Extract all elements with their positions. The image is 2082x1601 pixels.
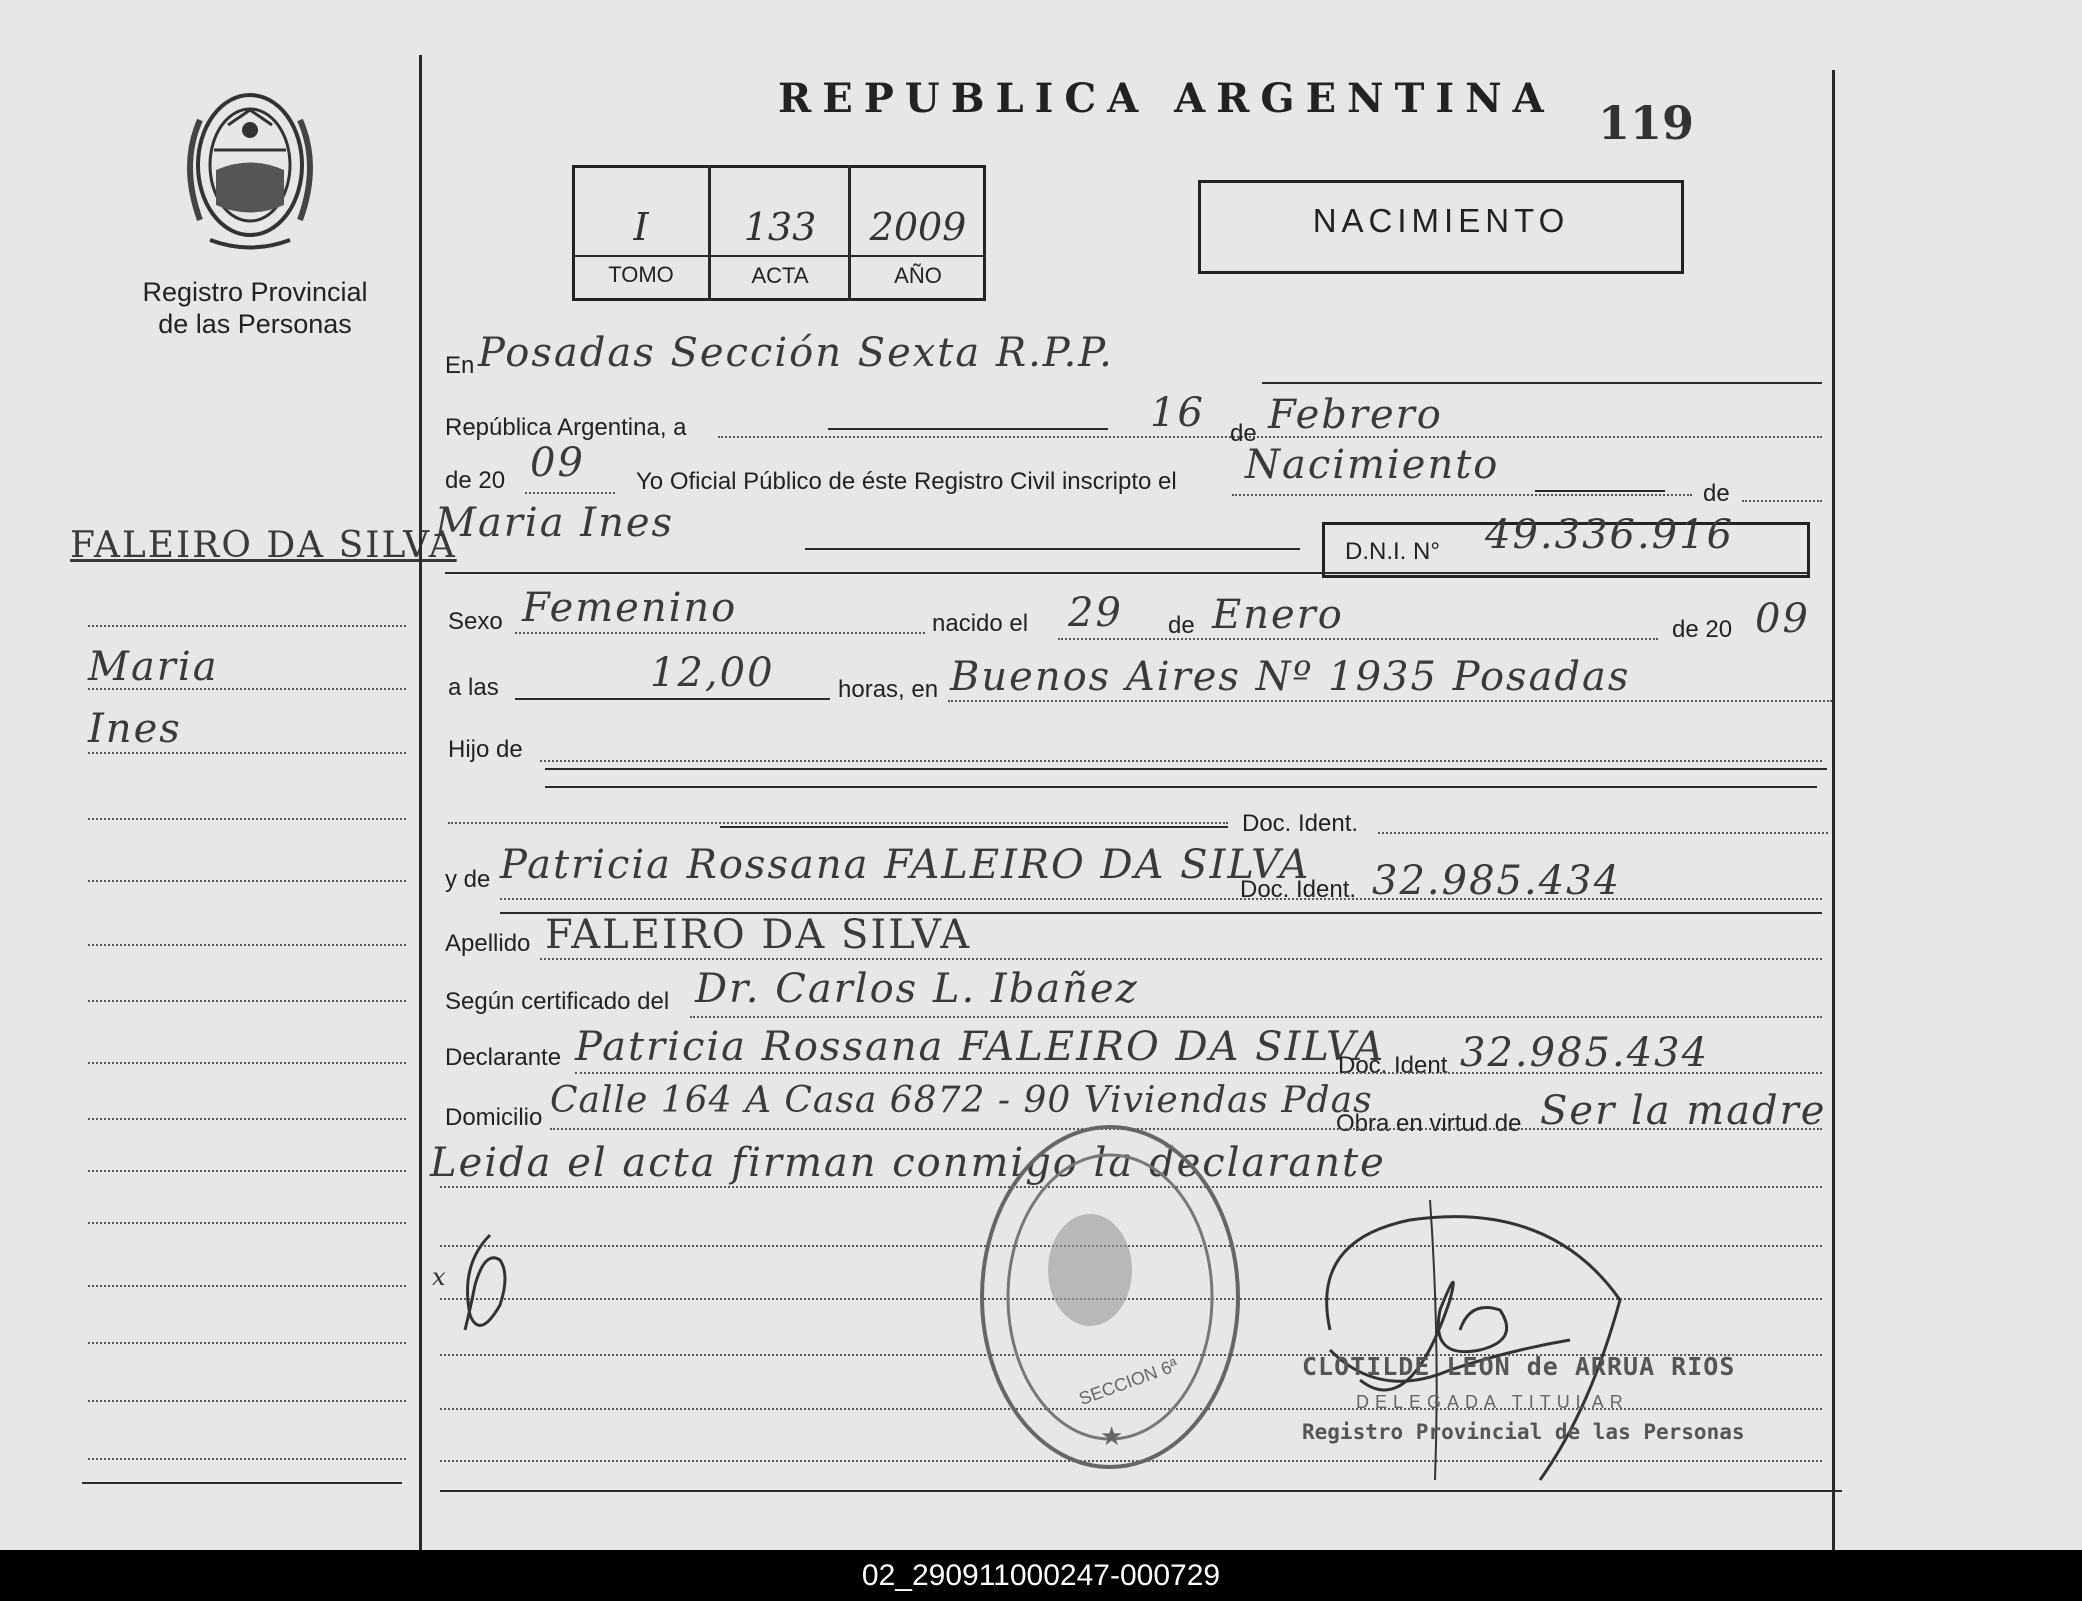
margin-line bbox=[88, 1118, 406, 1120]
day-value: 16 bbox=[1150, 390, 1205, 436]
field-line bbox=[545, 786, 1817, 788]
field-line bbox=[515, 632, 925, 634]
official-name: CLOTILDE LEON de ARRUA RIOS bbox=[1302, 1352, 1736, 1381]
margin-line bbox=[88, 1062, 406, 1064]
field-line bbox=[440, 1490, 1842, 1492]
field-line bbox=[515, 698, 830, 700]
margin-line bbox=[88, 1285, 406, 1287]
field-line bbox=[805, 548, 1300, 550]
registry-name-line1: Registro Provincial bbox=[142, 277, 368, 307]
margin-surname: FALEIRO DA SILVA bbox=[70, 525, 457, 566]
doc-ident-label: Doc. Ident bbox=[1338, 1052, 1448, 1079]
margin-line bbox=[88, 880, 406, 882]
official-title: DELEGADA TITULAR bbox=[1356, 1392, 1629, 1412]
provincial-seal bbox=[170, 80, 330, 255]
de-label: de bbox=[1230, 420, 1257, 447]
alas-label: a las bbox=[448, 674, 499, 701]
obra-label: Obra en virtud de bbox=[1336, 1110, 1522, 1137]
svg-text:★: ★ bbox=[1100, 1421, 1124, 1451]
hijo-label: Hijo de bbox=[448, 736, 523, 763]
margin-line bbox=[88, 752, 406, 754]
inscripto-value: Nacimiento bbox=[1245, 442, 1500, 488]
republica-label: República Argentina, a bbox=[445, 414, 687, 441]
sexo-value: Femenino bbox=[522, 585, 738, 631]
field-line bbox=[540, 958, 1822, 960]
anio-value: 2009 bbox=[869, 205, 967, 249]
field-line bbox=[690, 1016, 1822, 1018]
official-signature bbox=[1290, 1180, 1630, 1520]
acta-value: 133 bbox=[743, 205, 817, 249]
field-line bbox=[828, 428, 1108, 430]
margin-line bbox=[88, 1400, 406, 1402]
margin-second-name: Ines bbox=[88, 706, 182, 752]
page-number: 119 bbox=[1598, 96, 1695, 150]
place-value: Buenos Aires Nº 1935 Posadas bbox=[950, 654, 1631, 700]
dni-value: 49.336.916 bbox=[1485, 512, 1735, 558]
registry-name-line2: de las Personas bbox=[158, 309, 352, 339]
official-org: Registro Provincial de las Personas bbox=[1302, 1420, 1745, 1444]
field-line bbox=[525, 492, 615, 494]
field-line bbox=[1232, 494, 1692, 496]
declarante-value: Patricia Rossana FALEIRO DA SILVA bbox=[575, 1024, 1386, 1070]
leida-value: Leida el acta firman conmigo la declarante bbox=[430, 1140, 1386, 1186]
mother-value: Patricia Rossana FALEIRO DA SILVA bbox=[500, 842, 1311, 888]
country-title: REPUBLICA ARGENTINA bbox=[778, 75, 1555, 122]
margin-line bbox=[88, 1170, 406, 1172]
svg-text:x: x bbox=[432, 1263, 446, 1291]
hour-value: 12,00 bbox=[650, 650, 775, 696]
nacido-label: nacido el bbox=[932, 610, 1029, 637]
field-line bbox=[500, 898, 1822, 900]
footer-code: 02_290911000247-000729 bbox=[0, 1550, 2082, 1601]
domicilio-label: Domicilio bbox=[445, 1104, 543, 1131]
field-line bbox=[1378, 832, 1828, 834]
obra-value: Ser la madre bbox=[1540, 1088, 1827, 1134]
margin-line bbox=[88, 818, 406, 820]
year-value: 09 bbox=[530, 440, 585, 486]
de20-label: de 20 bbox=[1672, 616, 1733, 643]
field-line bbox=[448, 822, 1228, 824]
left-border bbox=[419, 55, 422, 1550]
dni-label: D.N.I. N° bbox=[1345, 538, 1440, 565]
year-prefix-label: de 20 bbox=[445, 467, 506, 494]
nacido-year: 09 bbox=[1755, 596, 1810, 642]
field-line bbox=[545, 768, 1827, 770]
tomo-value: I bbox=[633, 205, 649, 249]
segun-label: Según certificado del bbox=[445, 988, 670, 1015]
de-label: de bbox=[1703, 480, 1730, 507]
nacido-day: 29 bbox=[1068, 590, 1123, 636]
record-type-label: NACIMIENTO bbox=[1312, 202, 1570, 239]
field-line bbox=[575, 1072, 1822, 1074]
acta-label: ACTA bbox=[751, 263, 809, 288]
right-border bbox=[1832, 70, 1835, 1550]
doc-ident-label: Doc. Ident. bbox=[1242, 810, 1359, 837]
doc-ident-label: Doc. Ident. bbox=[1240, 876, 1357, 903]
margin-line bbox=[88, 1458, 406, 1460]
en-label: En bbox=[445, 352, 475, 379]
domicilio-value: Calle 164 A Casa 6872 - 90 Viviendas Pdas bbox=[550, 1080, 1373, 1121]
nacido-month: Enero bbox=[1212, 592, 1344, 638]
declarante-doc: 32.985.434 bbox=[1460, 1030, 1710, 1076]
apellido-value: FALEIRO DA SILVA bbox=[545, 912, 972, 958]
declarante-label: Declarante bbox=[445, 1044, 562, 1071]
stamp-section: SECCION 6ª bbox=[1076, 1354, 1181, 1410]
margin-line bbox=[82, 1482, 402, 1484]
margin-first-name: Maria bbox=[88, 644, 219, 690]
margin-line bbox=[88, 625, 406, 627]
de-label: de bbox=[1168, 612, 1195, 639]
field-line bbox=[1262, 382, 1822, 384]
official-stamp bbox=[975, 1120, 1245, 1475]
horas-label: horas, en bbox=[838, 676, 939, 703]
field-line bbox=[1535, 490, 1665, 492]
month-value: Febrero bbox=[1268, 392, 1443, 438]
field-line bbox=[1742, 500, 1822, 502]
name-value: Maria Ines bbox=[435, 500, 675, 546]
margin-line bbox=[88, 688, 406, 690]
declarant-signature bbox=[430, 1225, 550, 1345]
field-line bbox=[540, 760, 1822, 762]
field-line bbox=[1058, 638, 1658, 640]
sexo-label: Sexo bbox=[448, 608, 503, 635]
mother-doc: 32.985.434 bbox=[1372, 858, 1622, 904]
margin-line bbox=[88, 944, 406, 946]
yde-label: y de bbox=[445, 866, 491, 893]
field-line bbox=[948, 700, 1832, 702]
en-value: Posadas Sección Sexta R.P.P. bbox=[478, 330, 1114, 376]
margin-line bbox=[88, 1342, 406, 1344]
tomo-label: TOMO bbox=[608, 262, 674, 287]
segun-value: Dr. Carlos L. Ibañez bbox=[695, 966, 1139, 1012]
margin-line bbox=[88, 1222, 406, 1224]
field-line bbox=[720, 826, 1228, 828]
anio-label: AÑO bbox=[894, 263, 942, 288]
margin-line bbox=[88, 1000, 406, 1002]
apellido-label: Apellido bbox=[445, 930, 531, 957]
field-line bbox=[445, 572, 1810, 574]
oficial-text: Yo Oficial Público de éste Registro Civil inscripto el bbox=[636, 468, 1177, 495]
